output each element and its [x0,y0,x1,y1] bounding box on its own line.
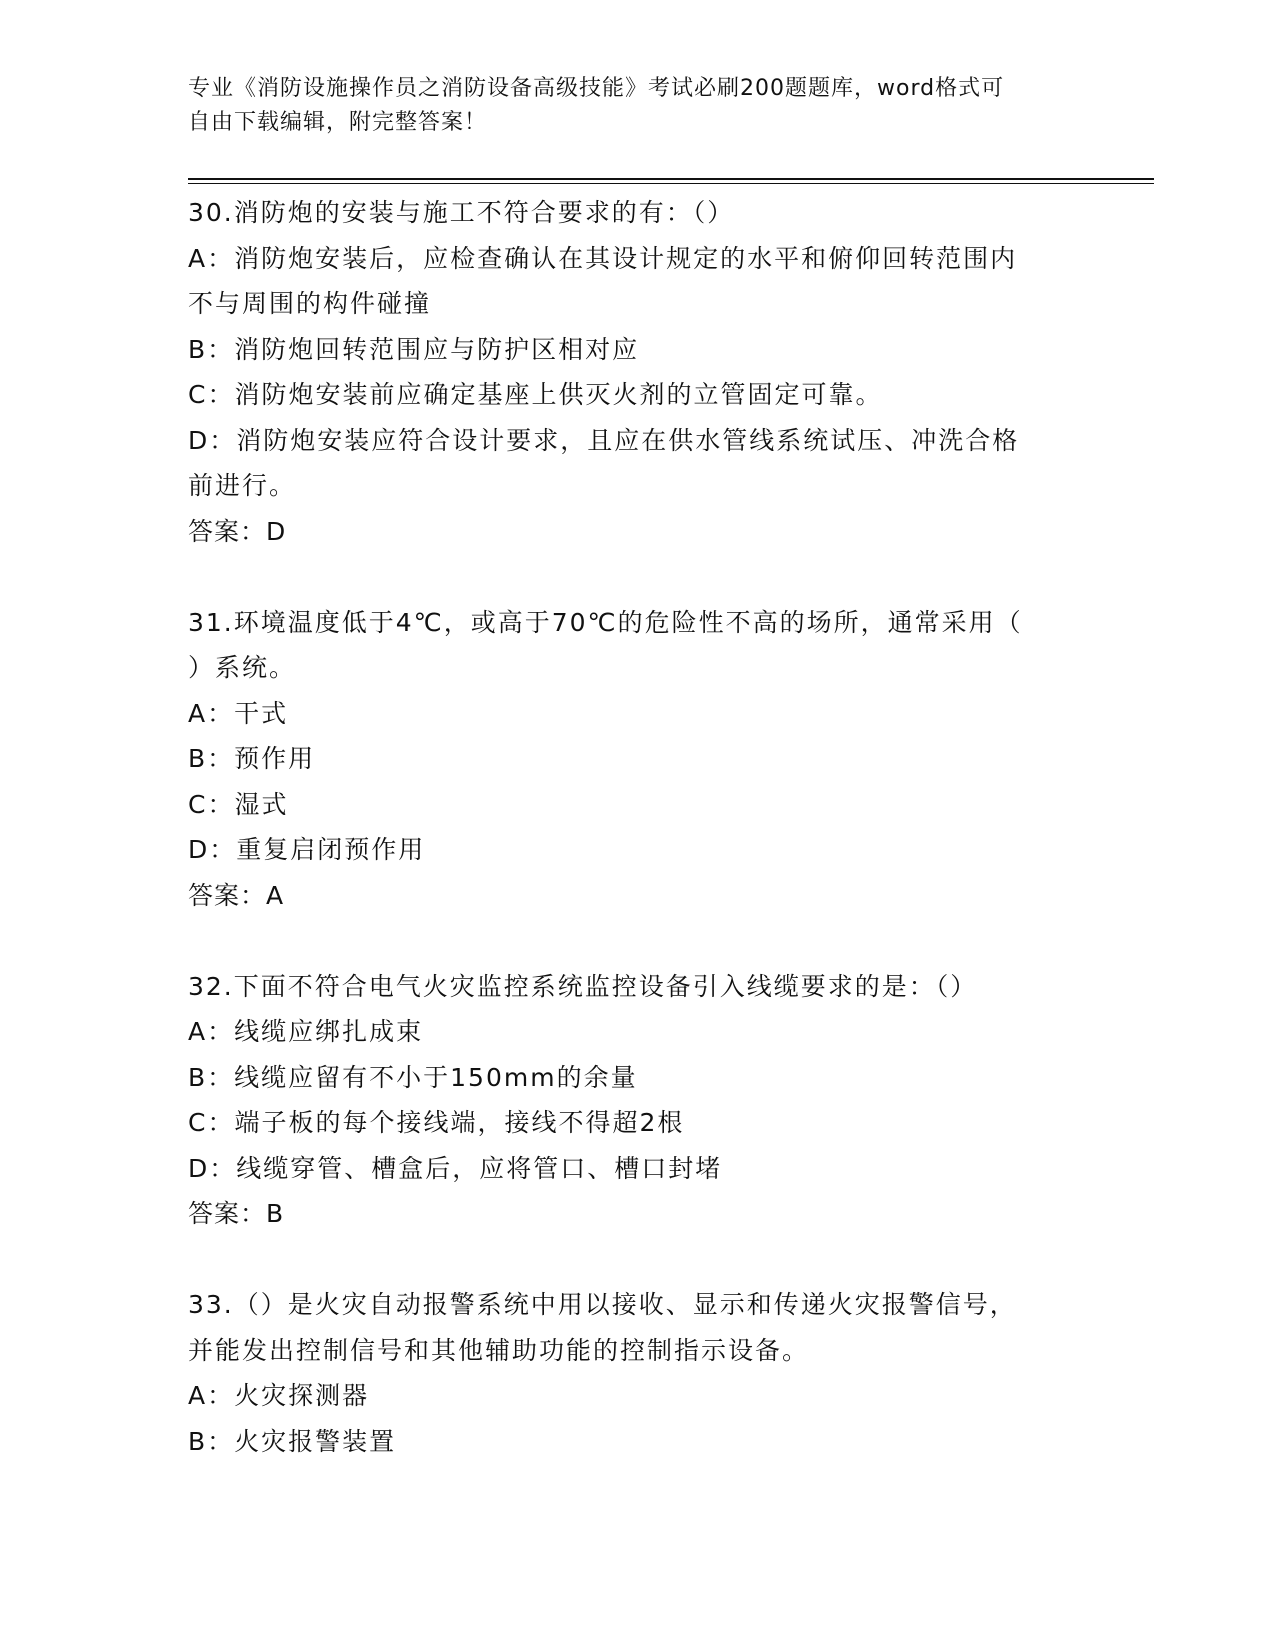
option-b: B：线缆应留有不小于150mm的余量 [188,1062,638,1092]
question-stem-line-1: 33.（）是火灾自动报警系统中用以接收、显示和传递火灾报警信号， [188,1290,1017,1319]
option-d: D：线缆穿管、槽盒后，应将管口、槽口封堵 [188,1153,723,1183]
option-a: A：火灾探测器 [188,1381,370,1410]
option-b: B：预作用 [188,744,316,773]
question-stem: 32.下面不符合电气火灾监控系统监控设备引入线缆要求的是：（） [188,971,978,1001]
option-b: B：火灾报警装置 [188,1426,397,1456]
option-c: C：端子板的每个接线端，接线不得超2根 [188,1108,685,1137]
answer: 答案：B [188,1199,285,1228]
option-d: D：重复启闭预作用 [188,835,426,864]
question-stem-line-2: ）系统。 [188,653,297,682]
option-c: C：湿式 [188,789,289,819]
question-31 [188,600,1088,919]
question-list [188,190,1088,1510]
answer: 答案：D [188,516,287,546]
option-d-line-2: 前进行。 [188,471,297,500]
option-a: A：线缆应绑扎成束 [188,1017,424,1046]
question-stem-line-2: 并能发出控制信号和其他辅助功能的控制指示设备。 [188,1335,810,1365]
question-33 [188,1282,1088,1464]
question-stem-line-1: 31.环境温度低于4℃，或高于70℃的危险性不高的场所，通常采用（ [188,607,1023,637]
answer: 答案：A [188,880,285,910]
option-c: C：消防炮安装前应确定基座上供灭火剂的立管固定可靠。 [188,380,883,409]
option-a: A：干式 [188,698,289,728]
option-a-line-1: A：消防炮安装后，应检查确认在其设计规定的水平和俯仰回转范围内 [188,243,1018,273]
header-divider-thin [188,183,1154,184]
header-divider-thick [188,178,1154,180]
option-a-line-2: 不与周围的构件碰撞 [188,289,432,318]
question-32 [188,964,1088,1237]
header-line-2: 自由下载编辑，附完整答案！ [188,110,488,135]
question-30 [188,190,1088,554]
header-line-1: 专业《消防设施操作员之消防设备高级技能》考试必刷200题题库，word格式可 [188,76,1005,101]
document-header [188,72,1088,140]
option-b: B：消防炮回转范围应与防护区相对应 [188,334,640,364]
option-d-line-1: D：消防炮安装应符合设计要求，且应在供水管线系统试压、冲洗合格 [188,425,1020,455]
question-stem: 30.消防炮的安装与施工不符合要求的有：（） [188,198,735,227]
